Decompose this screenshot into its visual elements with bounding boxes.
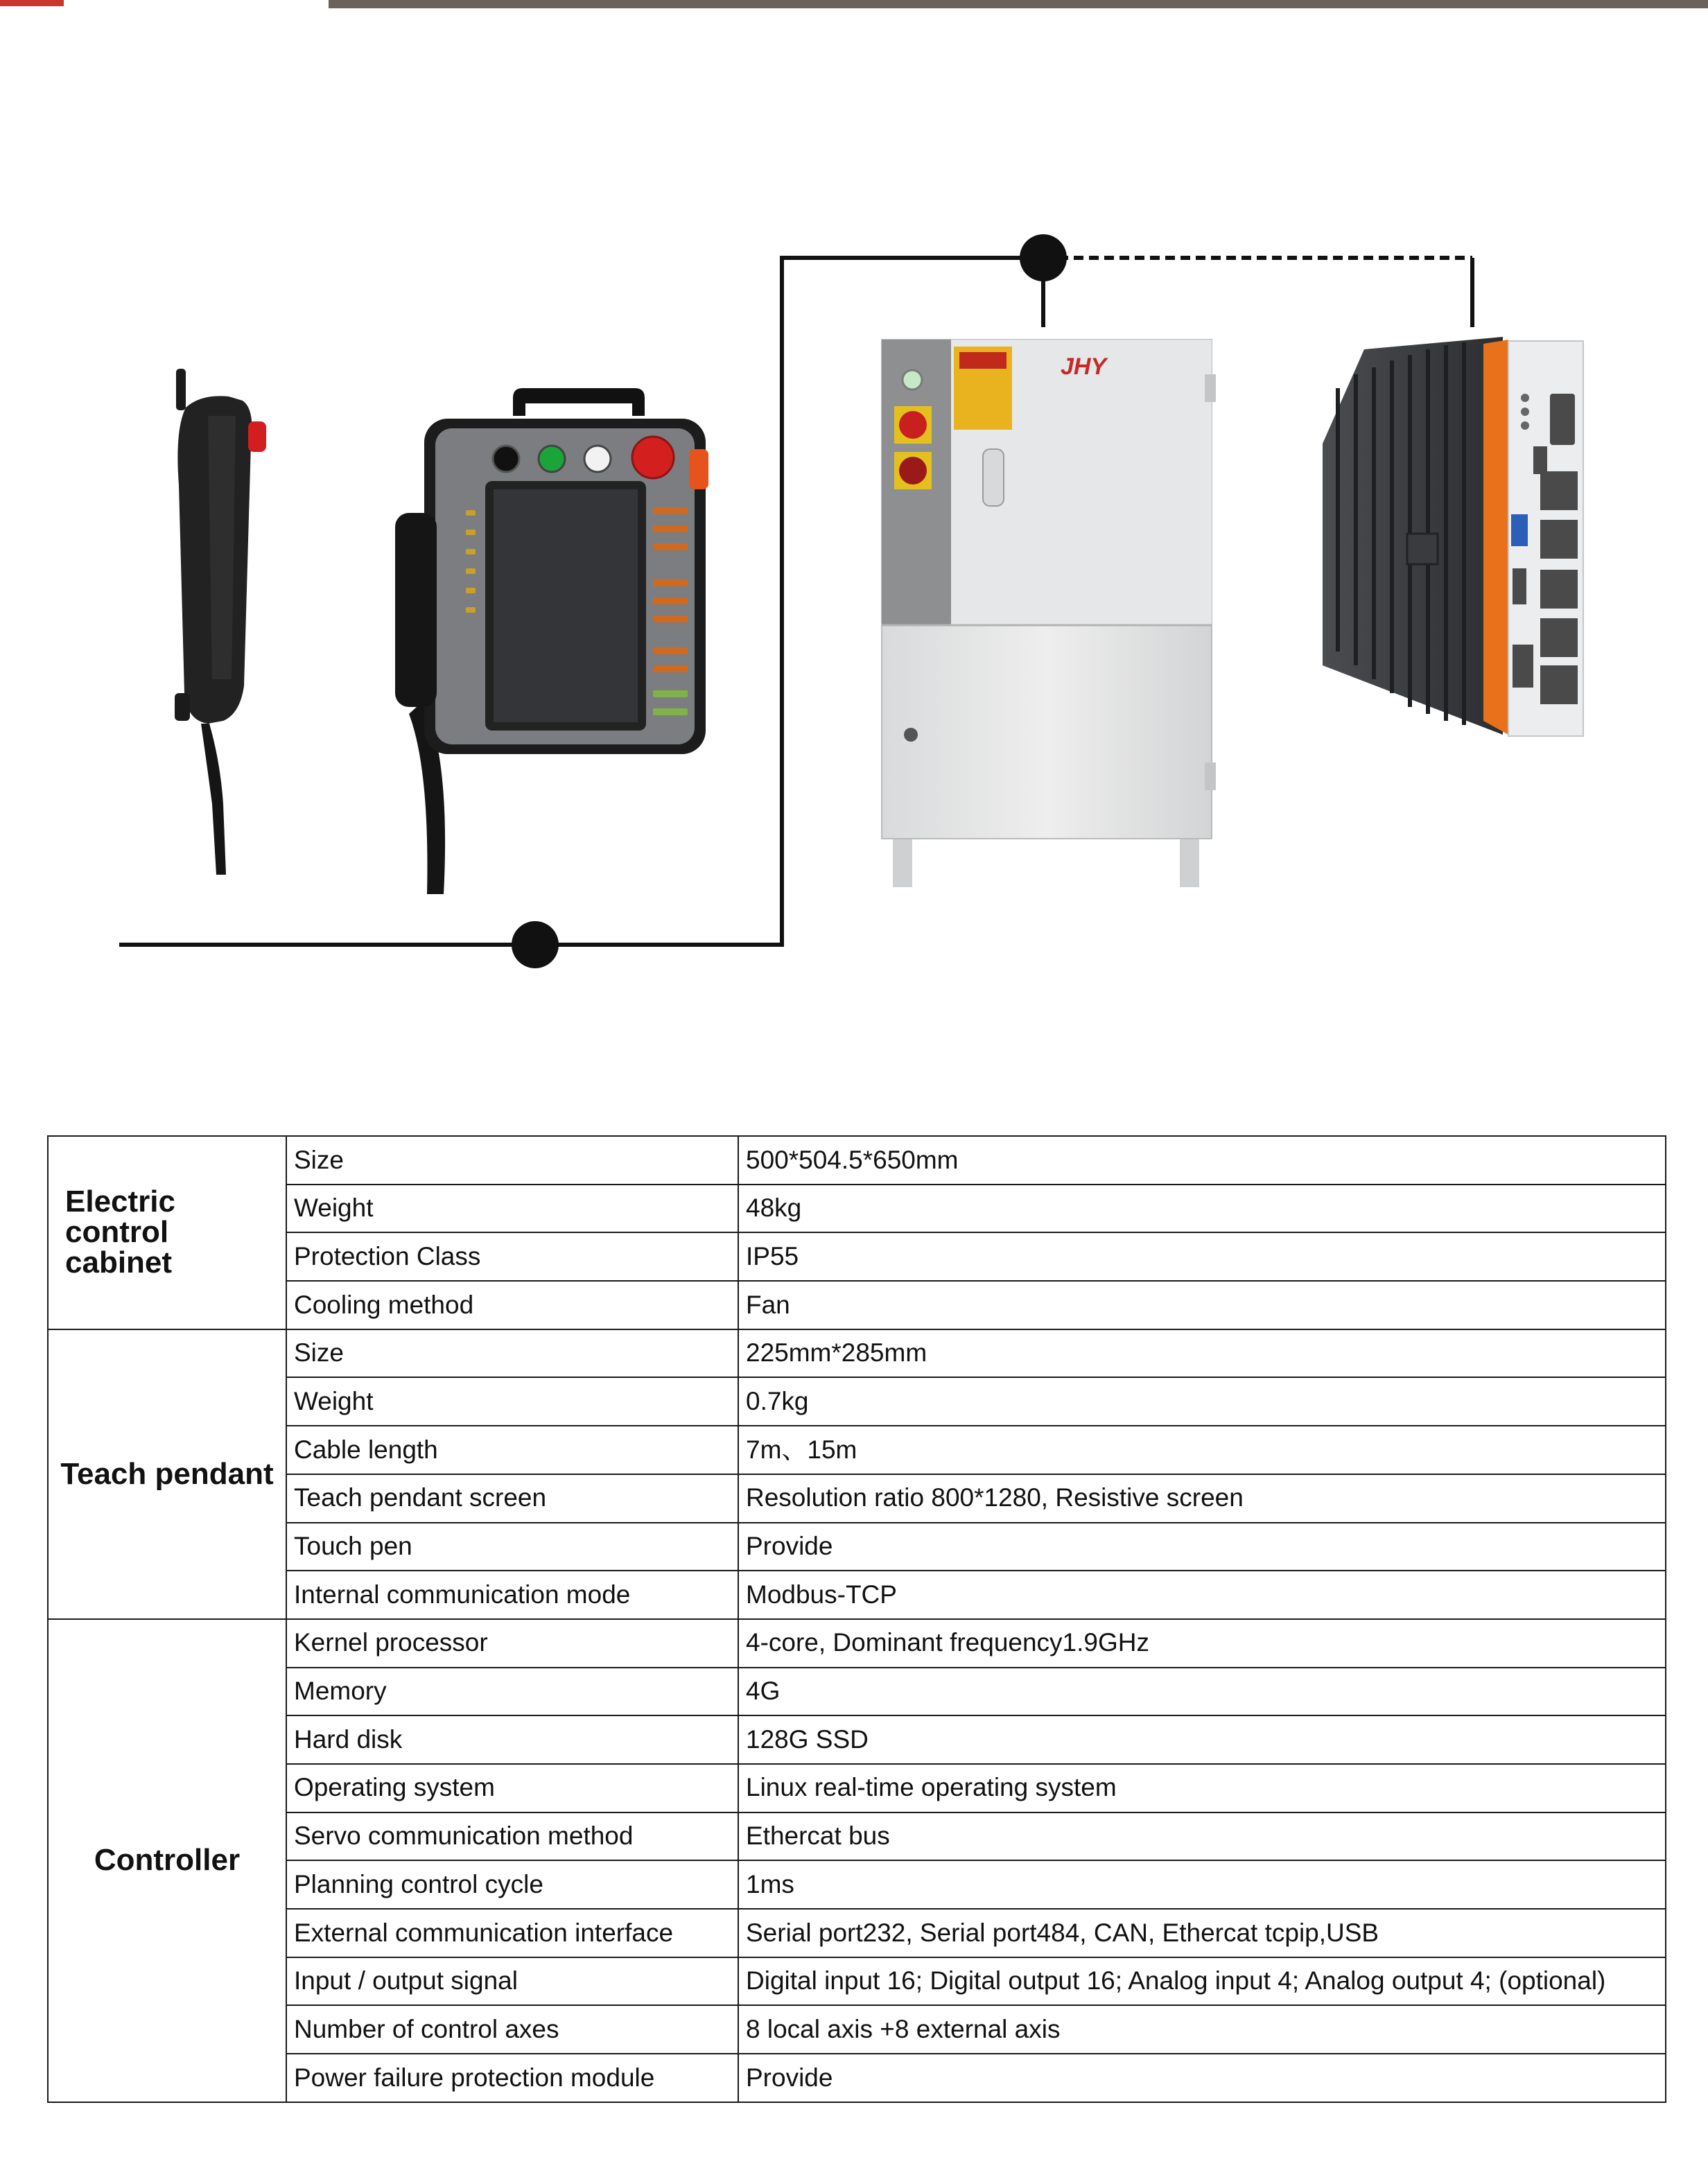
value-cell: Resolution ratio 800*1280, Resistive screen <box>738 1474 1666 1523</box>
value-cell: Provide <box>738 2054 1666 2102</box>
param-cell: Cable length <box>286 1426 738 1474</box>
table-row <box>48 1426 1666 1474</box>
table-row <box>48 2054 1666 2102</box>
param-cell: Size <box>286 1329 738 1378</box>
teach-pendant-illustration <box>395 388 708 894</box>
controller-illustration <box>1323 337 1583 736</box>
value-cell: Fan <box>738 1281 1666 1329</box>
cabinet-logo-text: JHY <box>1061 353 1107 380</box>
table-row <box>48 1474 1666 1523</box>
param-cell: Cooling method <box>286 1281 738 1329</box>
param-cell: Weight <box>286 1185 738 1233</box>
table-row <box>48 1329 1666 1378</box>
param-cell: Hard disk <box>286 1715 738 1764</box>
param-cell: Internal communication mode <box>286 1571 738 1619</box>
value-cell: 1ms <box>738 1860 1666 1909</box>
table-row <box>48 1909 1666 1957</box>
table-row <box>48 1571 1666 1619</box>
table-row <box>48 1281 1666 1329</box>
junction-dot-top <box>1020 234 1067 281</box>
handheld-grip-illustration <box>175 369 266 875</box>
param-cell: Power failure protection module <box>286 2054 738 2102</box>
param-cell: External communication interface <box>286 1909 738 1957</box>
value-cell: 128G SSD <box>738 1715 1666 1764</box>
param-cell: Teach pendant screen <box>286 1474 738 1523</box>
value-cell: Serial port232, Serial port484, CAN, Ethercat tcpip,USB <box>738 1909 1666 1957</box>
param-cell: Weight <box>286 1377 738 1426</box>
value-cell: Digital input 16; Digital output 16; Analog input 4; Analog output 4; (optional) <box>738 1957 1666 2006</box>
value-cell: 4-core, Dominant frequency1.9GHz <box>738 1619 1666 1668</box>
group-label-teach-pendant: Teach pendant <box>48 1329 286 1619</box>
value-cell: 48kg <box>738 1185 1666 1233</box>
table-row <box>48 1619 1666 1668</box>
table-row <box>48 1377 1666 1426</box>
table-row <box>48 1523 1666 1571</box>
param-cell: Size <box>286 1136 738 1185</box>
value-cell: IP55 <box>738 1232 1666 1281</box>
group-label-controller: Controller <box>48 1619 286 2102</box>
table-row <box>48 1957 1666 2006</box>
param-cell: Number of control axes <box>286 2005 738 2054</box>
table-row <box>48 1668 1666 1716</box>
value-cell: 0.7kg <box>738 1377 1666 1426</box>
value-cell: Modbus-TCP <box>738 1571 1666 1619</box>
table-row <box>48 1232 1666 1281</box>
table-row <box>48 1136 1666 1185</box>
table-row <box>48 1715 1666 1764</box>
connection-lines <box>119 234 1472 968</box>
param-cell: Operating system <box>286 1764 738 1812</box>
param-cell: Memory <box>286 1668 738 1716</box>
value-cell: 8 local axis +8 external axis <box>738 2005 1666 2054</box>
value-cell: Provide <box>738 1523 1666 1571</box>
junction-dot-bottom <box>512 921 559 968</box>
param-cell: Protection Class <box>286 1232 738 1281</box>
value-cell: 225mm*285mm <box>738 1329 1666 1378</box>
value-cell: 500*504.5*650mm <box>738 1136 1666 1185</box>
table-row <box>48 1812 1666 1861</box>
table-row <box>48 2005 1666 2054</box>
table-row <box>48 1764 1666 1812</box>
param-cell: Touch pen <box>286 1523 738 1571</box>
param-cell: Input / output signal <box>286 1957 738 2006</box>
value-cell: 4G <box>738 1668 1666 1716</box>
table-row <box>48 1185 1666 1233</box>
electric-control-cabinet-illustration <box>882 340 1216 887</box>
table-row <box>48 1860 1666 1909</box>
param-cell: Kernel processor <box>286 1619 738 1668</box>
system-connection-diagram <box>0 0 1708 984</box>
param-cell: Planning control cycle <box>286 1860 738 1909</box>
specification-table <box>47 1135 1666 2103</box>
group-label-electric-control-cabinet: Electric control cabinet <box>48 1136 286 1329</box>
value-cell: 7m、15m <box>738 1426 1666 1474</box>
value-cell: Ethercat bus <box>738 1812 1666 1861</box>
value-cell: Linux real-time operating system <box>738 1764 1666 1812</box>
param-cell: Servo communication method <box>286 1812 738 1861</box>
